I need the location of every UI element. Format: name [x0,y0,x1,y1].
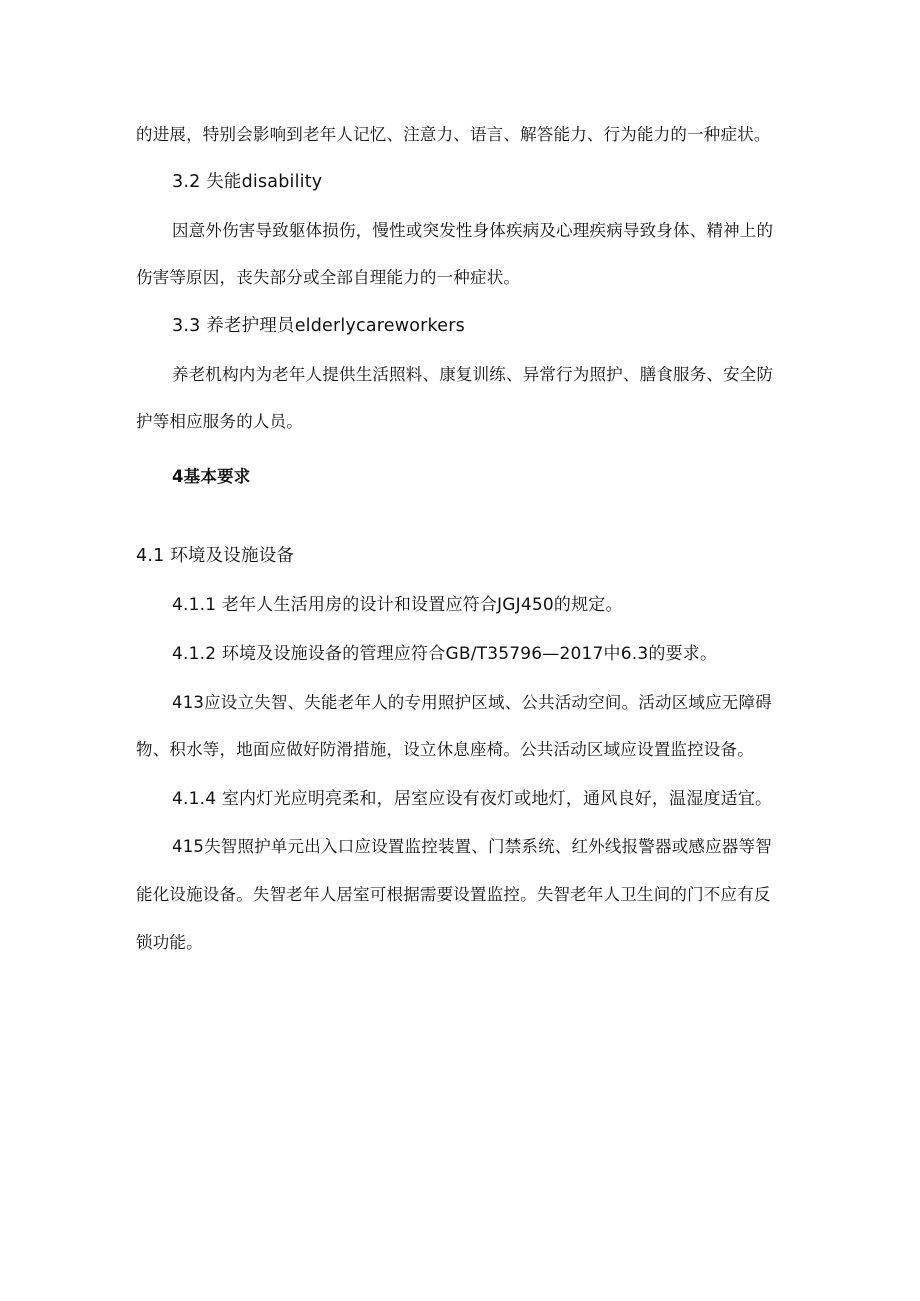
text-line: 能化设施设备。失智老年人居室可根据需要设置监控。失智老年人卫生间的门不应有反 [136,885,771,904]
text-line: 养老机构内为老年人提供生活照料、康复训练、异常行为照护、膳食服务、安全防 [172,365,774,384]
clause-4-1-1: 4.1.1 老年人生活用房的设计和设置应符合JGJ450的规定。 [172,595,623,615]
clause-4-1-2: 4.1.2 环境及设施设备的管理应符合GB/T35796—2017中6.3的要求。 [172,644,718,664]
clause-4-1-4: 4.1.4 室内灯光应明亮柔和，居室应设有夜灯或地灯，通风良好，温湿度适宜。 [172,789,773,809]
clause-4-1-3: 413应设立失智、失能老年人的专用照护区域、公共活动空间。活动区域应无障碍 [172,693,772,712]
section-heading-3-2: 3.2 失能disability [172,172,323,192]
text-line: 因意外伤害导致躯体损伤，慢性或突发性身体疾病及心理疾病导致身体、精神上的 [172,221,774,240]
text-line: 伤害等原因，丧失部分或全部自理能力的一种症状。 [136,268,521,287]
text-line: 锁功能。 [136,933,203,952]
text-line: 护等相应服务的人员。 [136,412,303,431]
text-line: 物、积水等，地面应做好防滑措施，设立休息座椅。公共活动区域应设置监控设备。 [136,740,754,759]
section-heading-3-3: 3.3 养老护理员elderlycareworkers [172,316,465,336]
clause-4-1-5: 415失智照护单元出入口应设置监控装置、门禁系统、红外线报警器或感应器等智 [172,837,772,856]
section-heading-4-1: 4.1 环境及设施设备 [136,546,295,566]
chapter-heading-4: 4基本要求 [172,467,251,486]
text-line: 的进展，特别会影响到老年人记忆、注意力、语言、解答能力、行为能力的一种症状。 [136,125,771,144]
